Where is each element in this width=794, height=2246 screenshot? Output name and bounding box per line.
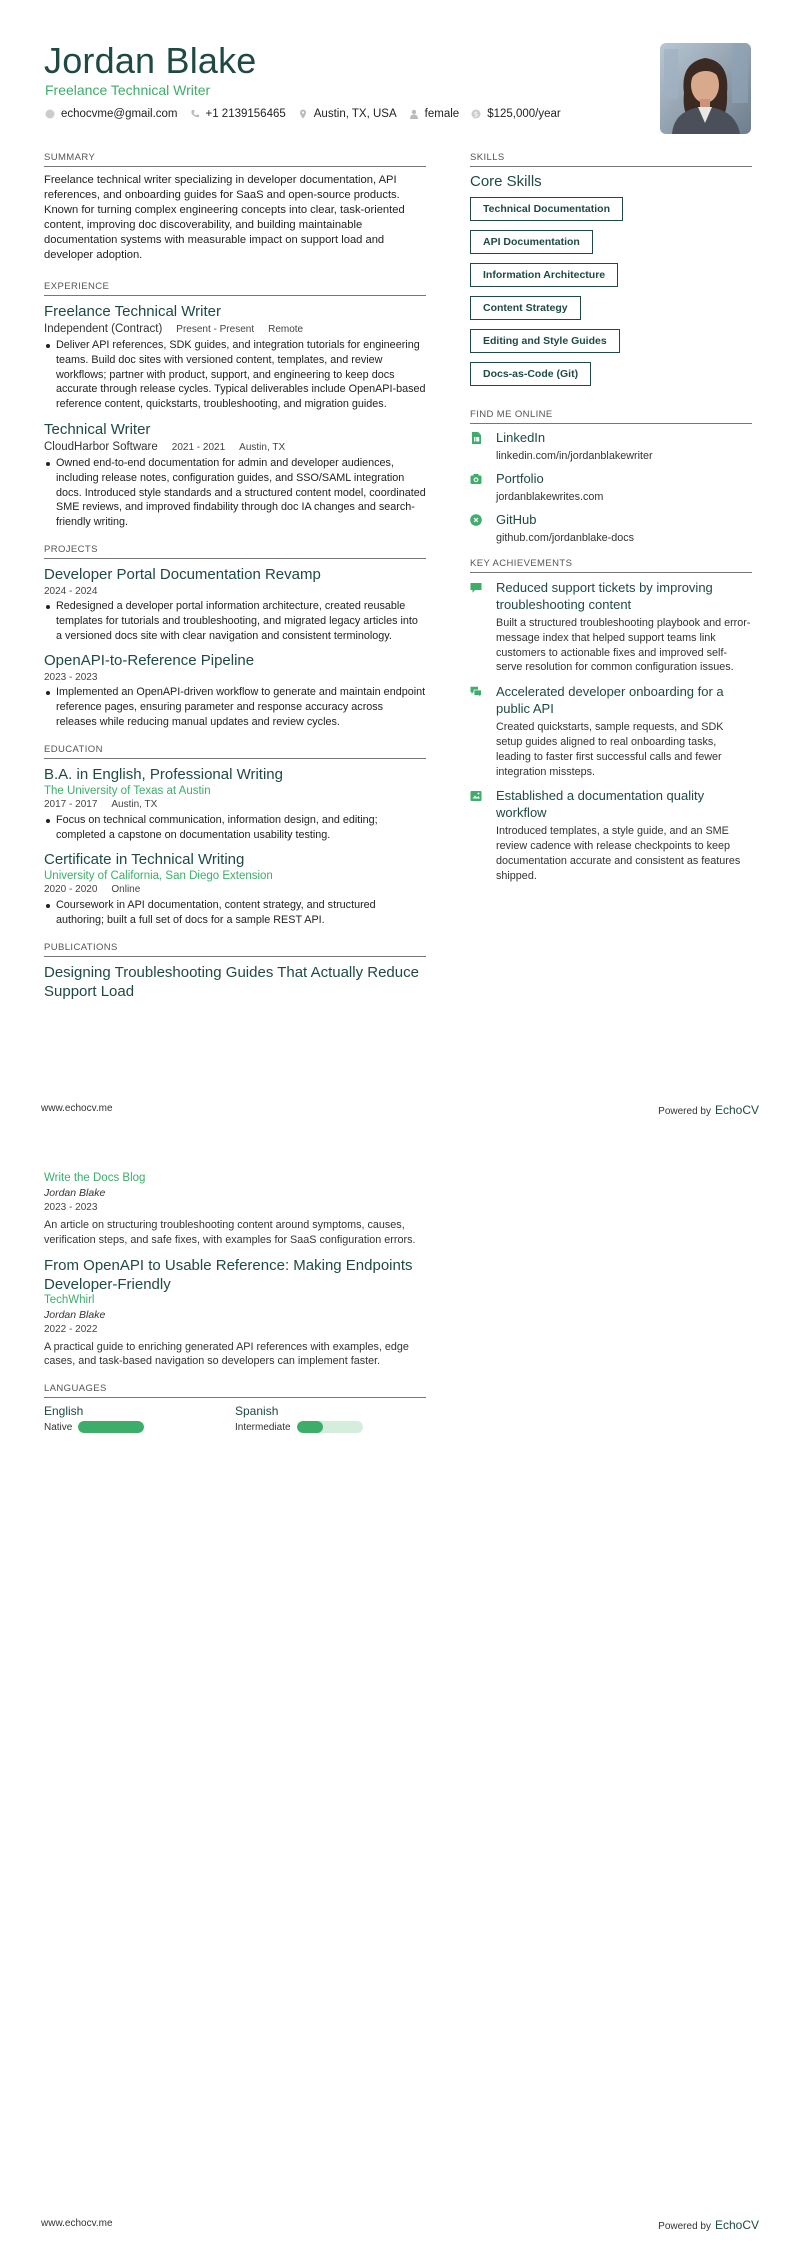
project-dates: 2024 - 2024 <box>44 585 98 597</box>
online-link-linkedin[interactable] <box>470 430 752 462</box>
summary-section <box>44 152 426 263</box>
salary-text: $125,000/year <box>487 108 561 120</box>
skill-tag: Content Strategy <box>470 296 581 320</box>
education-location: Austin, TX <box>111 798 158 810</box>
school-name: University of California, San Diego Extension <box>44 870 273 883</box>
publications-heading: PUBLICATIONS <box>44 942 426 957</box>
email-icon <box>45 109 55 119</box>
language-level: Intermediate <box>235 1421 291 1433</box>
achievements-heading: KEY ACHIEVEMENTS <box>470 558 752 573</box>
projects-heading: PROJECTS <box>44 544 426 559</box>
skills-section <box>470 152 752 395</box>
brand-logo-text: EchoCV <box>714 1103 759 1117</box>
degree-title: Certificate in Technical Writing <box>44 851 245 869</box>
linkedin-icon <box>470 432 482 444</box>
job-location: Remote <box>268 324 304 335</box>
contact-salary <box>471 108 561 120</box>
skills-heading: SKILLS <box>470 152 752 167</box>
online-name: GitHub <box>496 512 537 527</box>
skill-tag: Editing and Style Guides <box>470 329 620 353</box>
achievement-title: Established a documentation quality workflow <box>496 788 705 821</box>
job-bullet: Deliver API references, SDK guides, and integration tutorials for engineering teams. Build doc sites with versioned content, templates, and review workflows; partner with product, support, and engineering to keep docs accurate through release cycles. Typical deliverables include OpenAPI-based reference content, quickstarts, troubleshooting, and migration guides. <box>44 338 426 412</box>
left-column <box>44 152 426 1015</box>
job-company: Independent (Contract) <box>44 323 163 335</box>
email-text: echocvme@gmail.com <box>61 108 178 120</box>
powered-by <box>658 1103 759 1117</box>
experience-item <box>44 420 426 530</box>
project-title: Developer Portal Documentation Revamp <box>44 565 321 583</box>
publication-title: From OpenAPI to Usable Reference: Making Endpoints Developer-Friendly <box>44 1256 413 1293</box>
publication-outlet: Write the Docs Blog <box>44 1172 146 1184</box>
skill-tag: API Documentation <box>470 230 593 254</box>
publication-dates: 2022 - 2022 <box>44 1323 98 1335</box>
contact-phone[interactable] <box>190 108 286 120</box>
education-section <box>44 744 426 928</box>
publication-desc: A practical guide to enriching generated API references with examples, edge cases, and task-based navigation so developers can implement faster. <box>44 1340 409 1368</box>
online-name: LinkedIn <box>496 430 546 445</box>
profile-photo <box>660 43 751 134</box>
brand-logo-text: EchoCV <box>714 2218 759 2232</box>
publication-item <box>44 1256 426 1370</box>
job-dates: 2021 - 2021 <box>171 441 226 453</box>
location-pin-icon <box>298 109 308 119</box>
project-bullet: Implemented an OpenAPI-driven workflow to generate and maintain endpoint reference pages, ensuring parameter and response accuracy across releases while reducing manual updates and review cycles. <box>44 685 426 729</box>
online-url[interactable]: jordanblakewrites.com <box>496 491 604 503</box>
publication-title: Designing Troubleshooting Guides That Actually Reduce Support Load <box>44 963 419 1000</box>
job-bullet: Owned end-to-end documentation for admin and developer audiences, including release notes, configuration guides, and SSO/SAML integration docs. Introduced style standards and a structured content model, coordinated SME reviews, and improved findability through doc IA changes and search-friendly writing. <box>44 456 426 530</box>
job-location: Austin, TX <box>239 441 286 453</box>
skill-tag: Technical Documentation <box>470 197 623 221</box>
achievement-desc: Built a structured troubleshooting playbook and error-message index that helped support teams link customers to actionable fixes and improved self-serve resolution for common configuration issues. <box>496 617 751 674</box>
resume-page-2 <box>0 1140 794 2246</box>
person-icon <box>409 109 419 119</box>
school-name: The University of Texas at Austin <box>44 784 211 797</box>
education-item <box>44 850 426 928</box>
powered-by <box>658 2218 759 2232</box>
gender-text: female <box>424 108 460 120</box>
candidate-title: Freelance Technical Writer <box>45 82 211 98</box>
achievement-title: Reduced support tickets by improving troubleshooting content <box>496 580 713 612</box>
achievement-desc: Introduced templates, a style guide, and an SME review cadence with release checkpoints to keep documentation accurate and consistent as features shipped. <box>496 825 741 882</box>
money-icon <box>471 109 481 119</box>
left-column-continued <box>44 1172 426 1447</box>
skill-tag: Docs-as-Code (Git) <box>470 362 591 386</box>
education-bullet: Focus on technical communication, information design, and editing; completed a capstone on documentation usability testing. <box>44 813 426 843</box>
publications-section <box>44 942 426 1001</box>
experience-section <box>44 281 426 530</box>
camera-icon <box>470 473 482 485</box>
publication-desc: An article on structuring troubleshooting content around symptoms, causes, verification steps, and safe fixes, with examples for SaaS configuration errors. <box>44 1219 416 1246</box>
publication-dates: 2023 - 2023 <box>44 1202 98 1213</box>
achievement-title: Accelerated developer onboarding for a public API <box>496 684 724 717</box>
projects-section <box>44 544 426 730</box>
publication-outlet: TechWhirl <box>44 1293 95 1306</box>
chat-bubble-icon <box>470 582 482 594</box>
job-dates: Present - Present <box>176 324 255 335</box>
page-footer <box>41 2218 759 2232</box>
online-url[interactable]: linkedin.com/in/jordanblakewriter <box>496 450 653 462</box>
language-name: Spanish <box>235 1404 279 1419</box>
languages-section <box>44 1383 426 1433</box>
education-heading: EDUCATION <box>44 744 426 759</box>
project-dates: 2023 - 2023 <box>44 672 98 684</box>
candidate-name: Jordan Blake <box>44 40 257 81</box>
achievements-section <box>470 558 752 884</box>
publication-item-continued <box>44 1172 426 1248</box>
online-link-portfolio[interactable] <box>470 471 752 503</box>
language-name: English <box>44 1404 84 1419</box>
footer-site-link[interactable]: www.echocv.me <box>41 1103 113 1114</box>
project-title: OpenAPI-to-Reference Pipeline <box>44 652 255 670</box>
job-company: CloudHarbor Software <box>44 440 158 453</box>
language-proficiency-bar <box>78 1421 144 1433</box>
online-link-github[interactable] <box>470 512 752 544</box>
education-dates: 2017 - 2017 <box>44 798 98 810</box>
job-title: Freelance Technical Writer <box>44 303 222 320</box>
chat-bubbles-icon <box>470 686 482 698</box>
languages-heading: LANGUAGES <box>44 1383 426 1398</box>
powered-by-label: Powered by <box>658 1106 711 1117</box>
achievement-item <box>470 787 752 883</box>
language-proficiency-fill <box>297 1421 323 1433</box>
project-item <box>44 651 426 729</box>
achievement-item <box>470 579 752 675</box>
experience-item <box>44 302 426 412</box>
language-proficiency-bar <box>297 1421 363 1433</box>
online-heading: FIND ME ONLINE <box>470 409 752 424</box>
github-icon <box>470 514 482 526</box>
footer-site-link[interactable]: www.echocv.me <box>41 2218 113 2229</box>
publication-author: Jordan Blake <box>44 1187 106 1199</box>
contact-gender <box>409 108 460 120</box>
project-item <box>44 565 426 643</box>
experience-heading: EXPERIENCE <box>44 281 426 296</box>
location-text: Austin, TX, USA <box>313 108 397 120</box>
job-title: Technical Writer <box>44 420 151 438</box>
publication-author: Jordan Blake <box>44 1308 106 1321</box>
language-item <box>44 1404 235 1433</box>
language-item <box>235 1404 426 1433</box>
language-proficiency-fill <box>78 1421 144 1433</box>
degree-title: B.A. in English, Professional Writing <box>44 765 283 783</box>
summary-text: Freelance technical writer specializing in developer documentation, API references, and onboarding guides for SaaS and open-source products. Known for turning complex engineering concepts into clear, task-oriented content, improving doc discoverability, and building maintainable documentation systems with measurable impact on support load and developer adoption. <box>44 174 405 261</box>
achievement-item <box>470 683 752 779</box>
phone-text: +1 2139156465 <box>205 108 286 120</box>
svg-text:$: $ <box>473 110 479 119</box>
image-frame-icon <box>470 790 482 802</box>
achievement-desc: Created quickstarts, sample requests, and SDK setup guides aligned to real onboarding tasks, leading to faster first successful calls and fewer integration missteps. <box>496 721 724 778</box>
contact-bar <box>45 108 573 120</box>
education-location: Online <box>111 884 141 896</box>
online-section <box>470 409 752 544</box>
education-dates: 2020 - 2020 <box>44 884 98 896</box>
skills-list <box>470 197 752 395</box>
right-column <box>470 152 752 898</box>
contact-location <box>298 108 397 120</box>
education-bullet: Coursework in API documentation, content strategy, and structured authoring; built a full set of docs for a sample REST API. <box>44 898 426 928</box>
powered-by-label: Powered by <box>658 2221 711 2232</box>
skill-tag: Information Architecture <box>470 263 618 287</box>
online-name: Portfolio <box>496 471 544 486</box>
education-item <box>44 765 426 843</box>
page-footer <box>41 1103 759 1117</box>
language-level: Native <box>44 1421 73 1433</box>
project-bullet: Redesigned a developer portal information architecture, created reusable templates for tutorials and troubleshooting, and migrated legacy articles into a versioned docs site with clear navigation and consistent terminology. <box>44 599 426 643</box>
portrait-image <box>660 43 751 134</box>
online-url[interactable]: github.com/jordanblake-docs <box>496 532 635 544</box>
contact-email[interactable] <box>45 108 178 120</box>
summary-heading: SUMMARY <box>44 152 426 167</box>
skill-group-title: Core Skills <box>470 173 542 190</box>
phone-icon <box>190 109 200 119</box>
